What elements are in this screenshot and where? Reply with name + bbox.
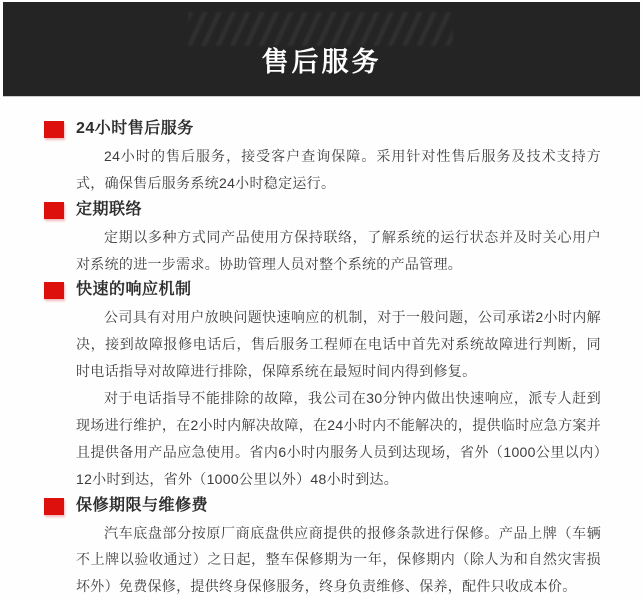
section-paragraph: 定期以多种方式同产品使用方保持联络，了解系统的运行状态并及时关心用户对系统的进一步需求。协助管理人员对整个系统的产品管理。 xyxy=(76,228,601,272)
section-title: 保修期限与维修费 xyxy=(76,496,209,514)
section-body xyxy=(76,520,601,600)
header-banner xyxy=(3,2,640,96)
section xyxy=(44,116,601,197)
section-title: 定期联络 xyxy=(76,200,143,218)
section-heading xyxy=(44,493,601,520)
section-heading xyxy=(44,116,601,143)
section-body xyxy=(76,304,601,492)
red-square-bullet-icon xyxy=(44,498,64,515)
section-body xyxy=(76,143,601,197)
section-paragraph: 24小时的售后服务，接受客户查询保障。采用针对性售后服务及技术支持方式，确保售后服务系统24小时稳定运行。 xyxy=(76,147,601,191)
section-paragraph: 对于电话指导不能排除的故障，我公司在30分钟内做出快速响应，派专人赶到现场进行维护，在2小时内解决故障，在24小时内不能解决的，提供临时应急方案并且提供备用产品应急使用。省内6小时内服务人员到达现场，省外（1000公里以内）12小时到达，省外（1000公里以外）48小时到达。 xyxy=(76,390,601,487)
section-heading xyxy=(44,197,601,224)
red-square-bullet-icon xyxy=(44,202,64,219)
section-title: 快速的响应机制 xyxy=(76,281,192,299)
section-body xyxy=(76,224,601,278)
red-square-bullet-icon xyxy=(44,282,64,299)
page-title: 售后服务 xyxy=(261,47,382,77)
section-paragraph: 公司具有对用户放映问题快速响应的机制，对于一般问题，公司承诺2小时内解决，接到故障报修电话后，售后服务工程师在电话中首先对系统故障进行判断，同时电话指导对故障进行排除，保障系统在最短时间内得到修复。 xyxy=(76,309,601,380)
header-watermark xyxy=(188,12,453,46)
section-heading xyxy=(44,277,601,304)
section-paragraph: 汽车底盘部分按原厂商底盘供应商提供的报修条款进行保修。产品上牌（车辆不上牌以验收通过）之日起，整车保修期为一年，保修期内（除人为和自然灾害损坏外）免费保修，提供终身保修服务，终身负责维修、保养，配件只收成本价。 xyxy=(76,524,601,595)
section xyxy=(44,277,601,492)
red-square-bullet-icon xyxy=(44,121,64,138)
section-title: 24小时售后服务 xyxy=(76,120,194,137)
section xyxy=(44,197,601,278)
page xyxy=(0,2,643,600)
content xyxy=(0,96,643,600)
section xyxy=(44,493,601,600)
